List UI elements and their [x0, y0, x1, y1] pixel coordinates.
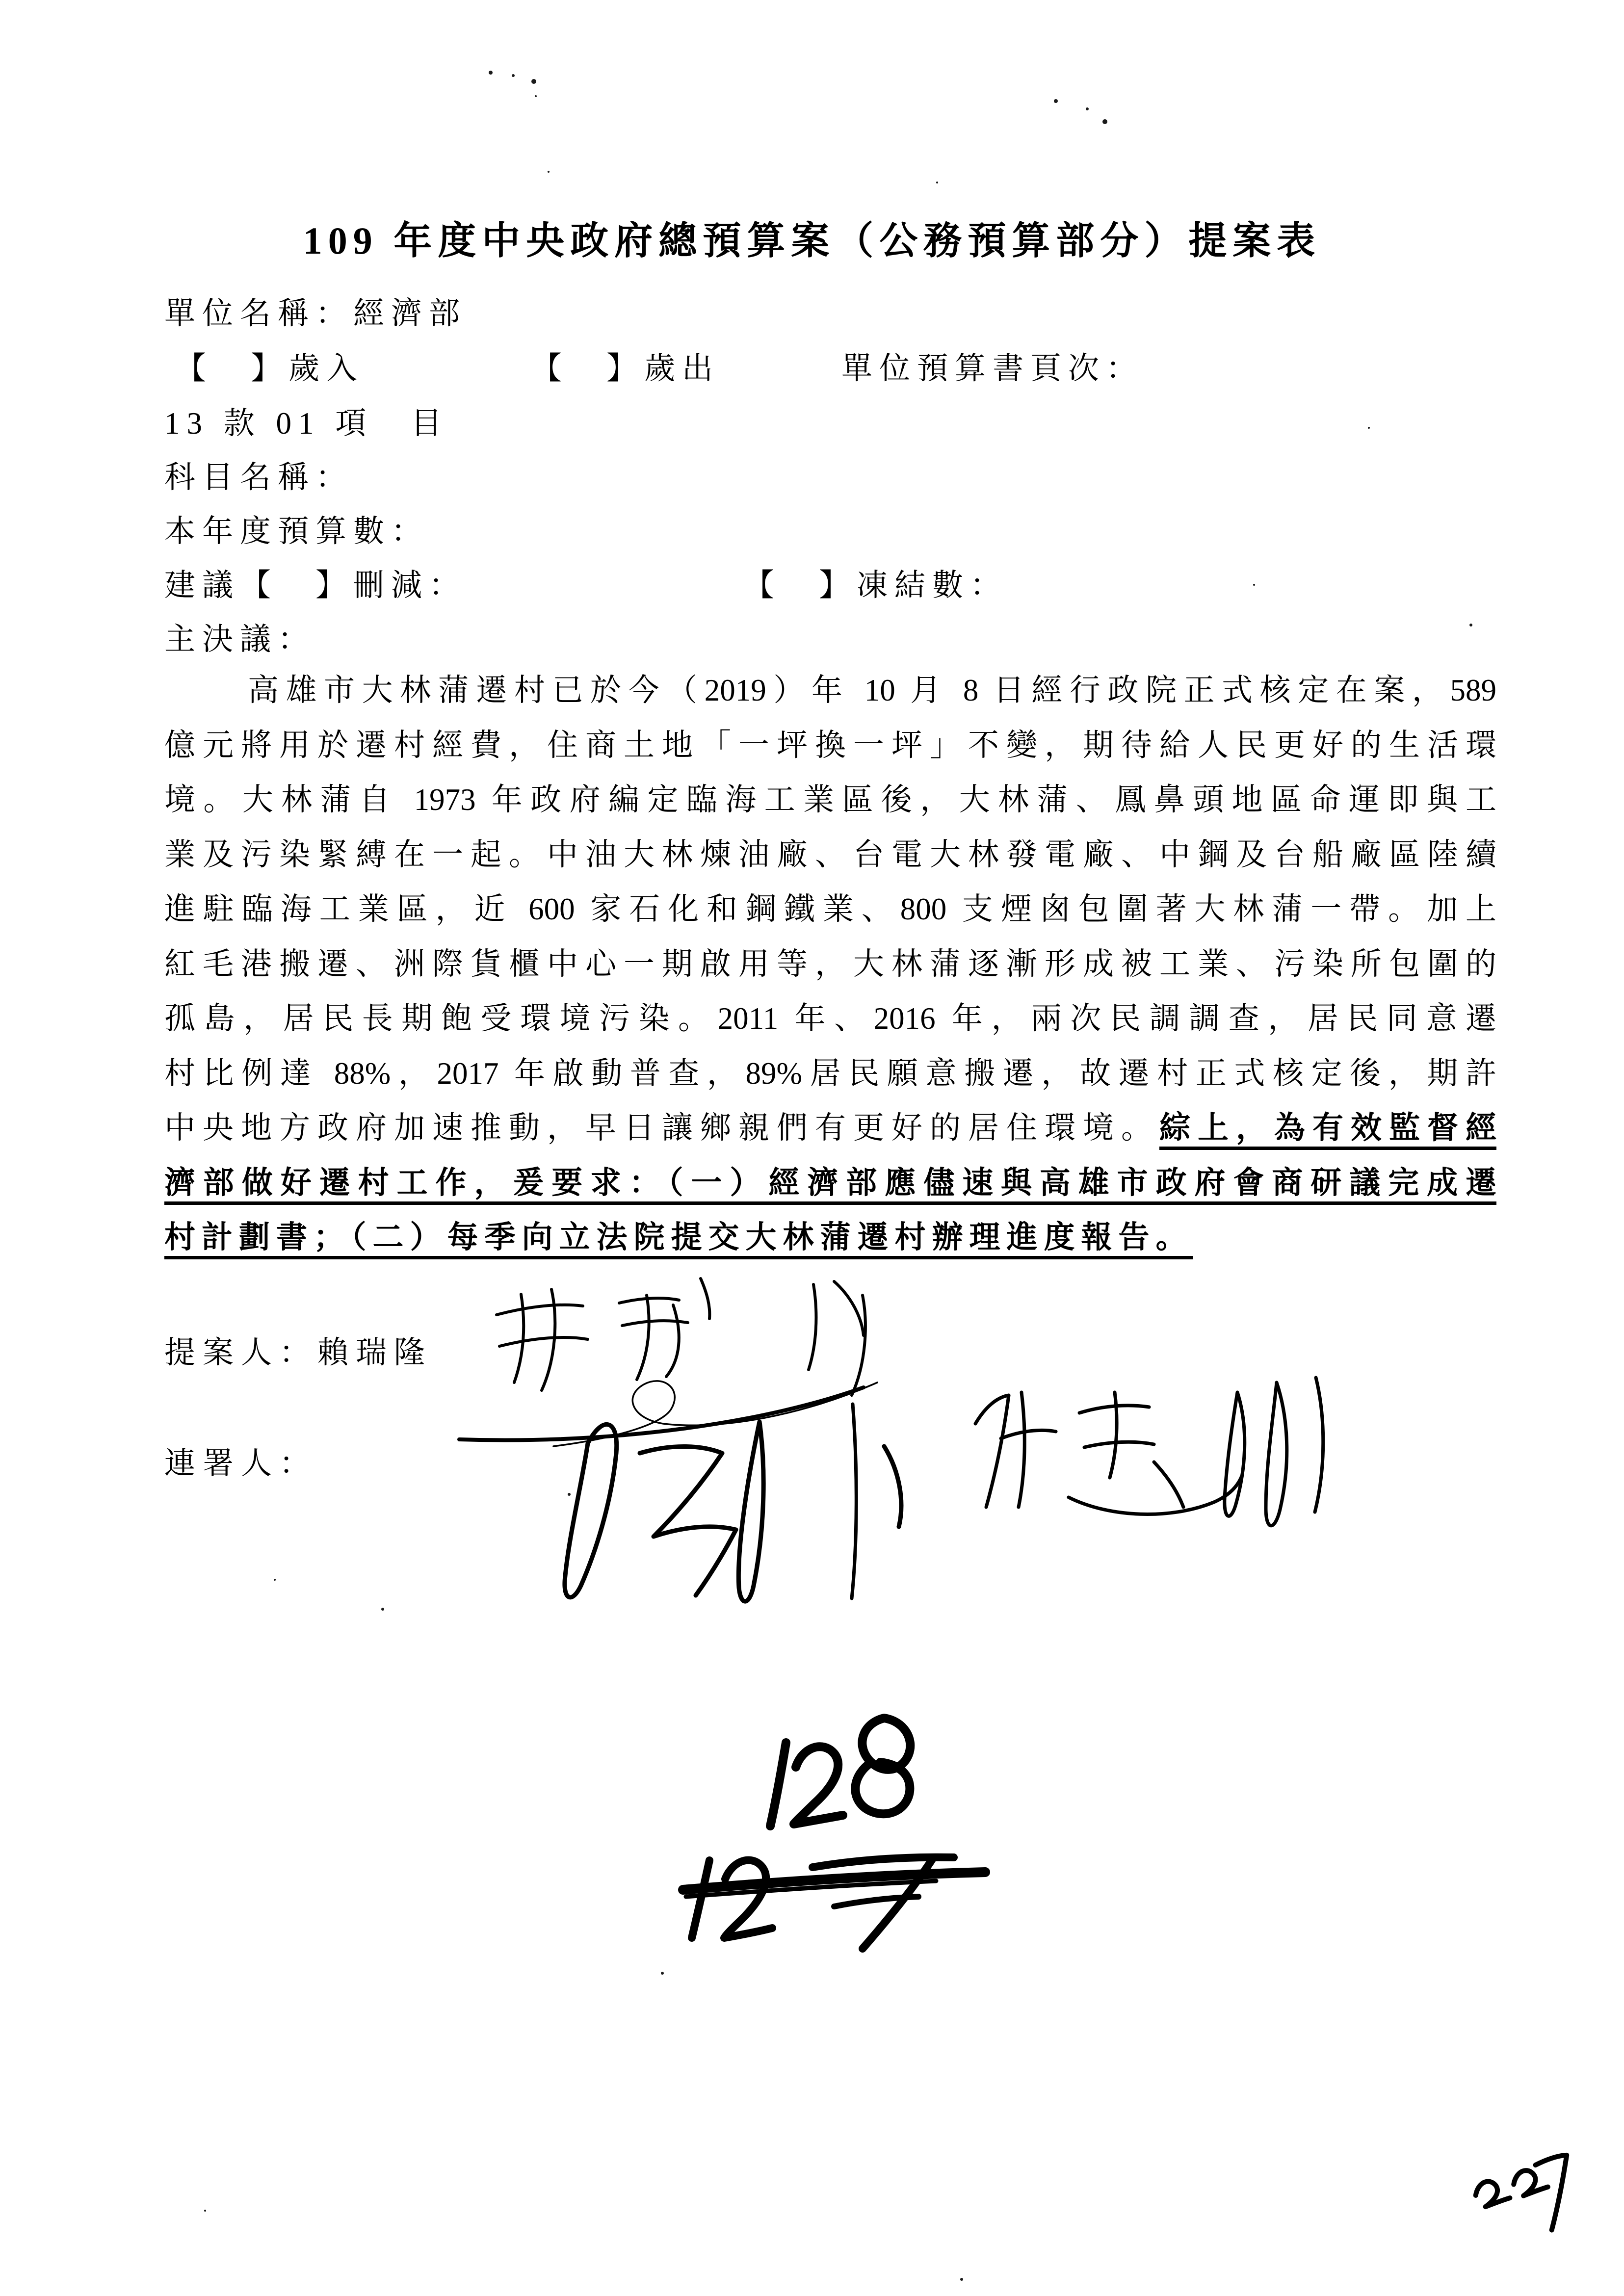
paragraph-line: 高雄市大林蒲遷村已於今（2019）年 10 月 8 日經行政院正式核定在案，589: [248, 673, 1496, 707]
field-freeze-amount: 【 】凍結數：: [743, 568, 1008, 602]
proposer-label: 提案人：賴瑞隆: [164, 1335, 432, 1370]
page-number-128: [770, 1718, 910, 1826]
field-unit-name: 單位名稱：經濟部: [164, 296, 467, 331]
cosigner-label: 連署人：: [164, 1446, 317, 1481]
paragraph-line: 中央地方政府加速推動，早日讓鄉親們有更好的居住環境。綜上，為有效監督經: [164, 1111, 1496, 1145]
page-number-127-struck: [683, 1857, 985, 1949]
checkbox-revenue: 【 】歲入: [175, 351, 364, 386]
field-budget-book-page: 單位預算書頁次：: [841, 351, 1144, 386]
paragraph-line: 億元將用於遷村經費，住商土地「一坪換一坪」不變，期待給人民更好的生活環: [164, 728, 1496, 762]
paragraph-line: 業及污染緊縛在一起。中油大林煉油廠、台電大林發電廠、中鋼及台船廠區陸續: [164, 837, 1496, 872]
proposer-signature: [459, 1278, 877, 1446]
paragraph-line: 進駐臨海工業區，近 600 家石化和鋼鐵業、800 支煙囪包圍著大林蒲一帶。加上: [164, 892, 1496, 926]
paragraph-line: 紅毛港搬遷、洲際貨櫃中心一期啟用等，大林蒲逐漸形成被工業、污染所包圍的: [164, 946, 1496, 981]
cosigner-signature-left: [565, 1404, 901, 1601]
paragraph-line: 孤島，居民長期飽受環境污染。2011 年、2016 年，兩次民調調查，居民同意遷: [164, 1001, 1496, 1036]
paragraph-line: 村計劃書；（二）每季向立法院提交大林蒲遷村辦理進度報告。: [164, 1220, 1193, 1254]
field-item-line: 13 款 01 項 目: [164, 406, 449, 441]
corner-page-number-227: [1472, 2155, 1578, 2241]
field-current-budget: 本年度預算數：: [164, 514, 429, 548]
field-main-resolution: 主決議：: [164, 622, 315, 656]
document-title: 109 年度中央政府總預算案（公務預算部分）提案表: [303, 219, 1321, 262]
paragraph-line: 村比例達 88%，2017 年啟動普查，89%居民願意搬遷，故遷村正式核定後，期許: [164, 1056, 1496, 1091]
strikethrough-line: [683, 1872, 985, 1890]
field-proposed-cut: 建議【 】刪減：: [164, 568, 467, 602]
paragraph-line: 濟部做好遷村工作，爰要求：（一）經濟部應儘速與高雄市政府會商研議完成遷: [164, 1165, 1496, 1200]
checkbox-expenditure: 【 】歲出: [531, 351, 720, 386]
paragraph-line: 境。大林蒲自 1973 年政府編定臨海工業區後，大林蒲、鳳鼻頭地區命運即與工: [164, 783, 1496, 817]
resolution-paragraph: [164, 663, 1496, 1265]
cosigner-signature-chen-chao-ming: [975, 1378, 1323, 1526]
field-subject-name: 科目名稱：: [164, 460, 353, 495]
